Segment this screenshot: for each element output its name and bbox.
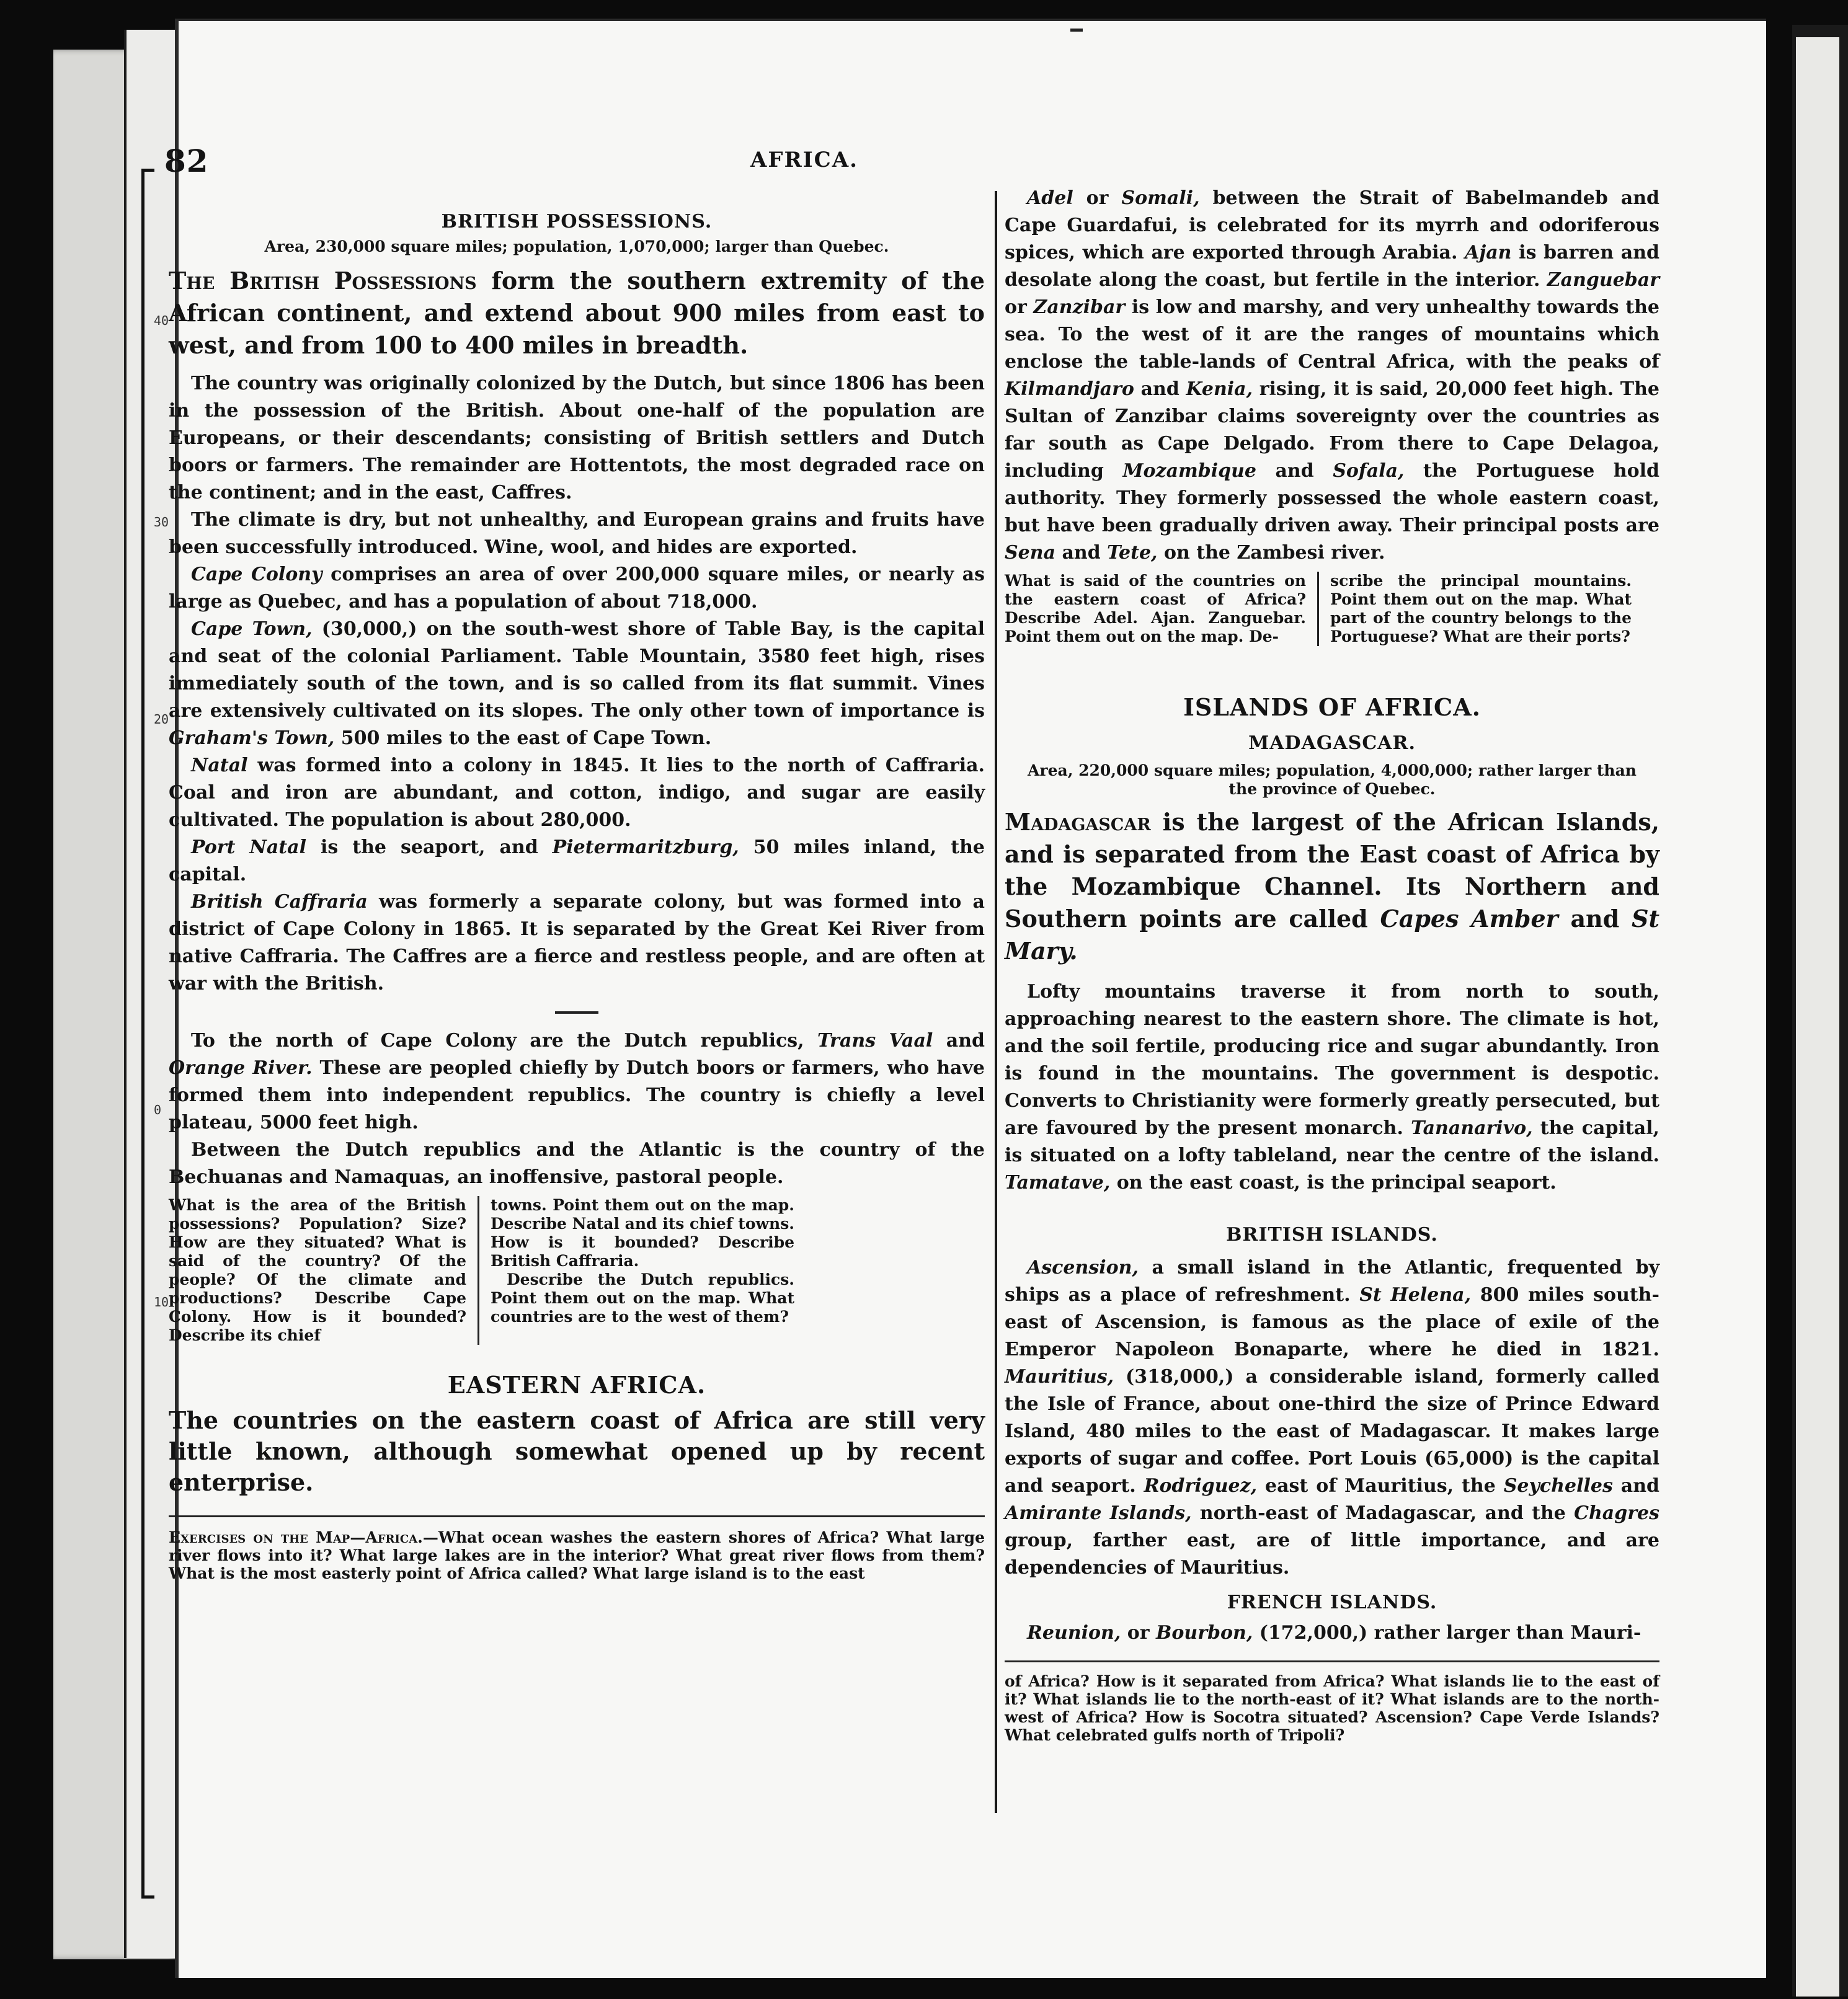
facing-page-edge: [1792, 25, 1848, 1997]
paragraph: Ascension, a small island in the Atlantic, frequented by ships as a place of refreshment. St Helena, 800 miles south-east of Ascension, is famous as the place of exile of the Emperor Napoleon Bonaparte, where he died in 1821. Mauritius, (318,000,) a considerable island, formerly called the Isle of France, about one-third the size of Prince Edward Island, 480 miles to the east of Madagascar. It makes large exports of sugar and coffee. Port Louis (65,000) is the capital and seaport. Rodriguez, east of Mauritius, the Seychelles and Amirante Islands, north-east of Madagascar, and the Chagres group, farther east, are of little importance, and are dependencies of Mauritius.: [1005, 1257, 1660, 1579]
column-divider: [995, 191, 997, 1813]
paragraph: The country was originally colonized by the Dutch, but since 1806 has been in the possession of the British. About one-half of the population are Europeans, or their descendants; consisting of British settlers and Dutch boors or farmers. The remainder are Hottentots, the most degraded race on the continent; and in the east, Caffres.: [169, 373, 985, 503]
paragraph: British Caffraria was formerly a separate colony, but was formed into a district of Cape Colony in 1865. It is separated by the Great Kei River from native Caffraria. The Caffres are a fierce and restless people, and are often at war with the British.: [169, 891, 985, 995]
paragraph: Adel or Somali, between the Strait of Babelmandeb and Cape Guardafui, is celebrated for its myrrh and odoriferous spices, which are exported through Arabia. Ajan is barren and desolate along the coast, but fertile in the interior. Zanguebar or Zanzibar is low and marshy, and very unhealthy towards the sea. To the west of it are the ranges of mountains which enclose the table-lands of Central Africa, with the peaks of Kilmandjaro and Kenia, rising, it is said, 20,000 feet high. The Sultan of Zanzibar claims sovereignty over the countries as far south as Cape Delgado. From there to Cape Delagoa, including Mozambique and Sofala, the Portuguese hold authority. They formerly possessed the whole eastern coast, but have been gradually driven away. Their principal posts are Sena and Tete, on the Zambesi river.: [1005, 187, 1660, 564]
section-break: [555, 1011, 598, 1014]
footnote-rule: [1005, 1660, 1659, 1662]
section-title: ISLANDS OF AFRICA.: [1183, 693, 1481, 721]
paragraph: The climate is dry, but not unhealthy, and European grains and fruits have been successfully introduced. Wine, wool, and hides are exported.: [169, 509, 985, 558]
right-column: [1005, 185, 1659, 1744]
margin-gauge-label: 0: [154, 1102, 162, 1117]
exercise-note: of Africa? How is it separated from Africa? What islands lie to the east of it? What islands lie to the north-east of it? What islands are to the north-west of Africa? How is Socotra situated? Ascension? Cape Verde Islands? What celebrated gulfs north of Tripoli?: [1005, 1672, 1659, 1744]
lead-paragraph: The British Possessions form the southern extremity of the African continent, and extend about 900 miles from east to west, and from 100 to 400 miles in breadth.: [169, 267, 985, 359]
lead-paragraph: The countries on the eastern coast of Africa are still very little known, although somewhat opened up by recent enterprise.: [169, 1406, 985, 1496]
paragraph: Natal was formed into a colony in 1845. It lies to the north of Caffraria. Coal and iron are abundant, and cotton, indigo, and sugar are easily cultivated. The population is about 280,000.: [169, 755, 985, 831]
paragraph: Cape Colony comprises an area of over 200,000 square miles, or nearly as large as Quebec, and has a population of about 718,000.: [169, 564, 985, 613]
subsection-title: FRENCH ISLANDS.: [1227, 1592, 1437, 1613]
page-number: 82: [164, 143, 209, 179]
footnote-rule: [169, 1515, 985, 1517]
margin-gauge-label: 40: [154, 313, 169, 328]
paragraph: Reunion, or Bourbon, (172,000,) rather larger than Mauri-: [1027, 1622, 1641, 1644]
margin-gauge-label: 20: [154, 712, 169, 727]
margin-gauge-bar: [141, 169, 154, 1899]
question-block: scribe the principal mountains. Point them out on the map. What part of the country belongs to the Portuguese? What are their ports?: [1330, 572, 1632, 645]
question-block: towns. Point them out on the map. Describe Natal and its chief towns. How is it bounded? Describe British Caffraria. Describe the Dutch republics. Point them out on the map. What countries are to the west of them?: [491, 1196, 794, 1326]
paragraph: Port Natal is the seaport, and Pietermaritzburg, 50 miles inland, the capital.: [169, 836, 985, 885]
margin-gauge-label: 30: [154, 515, 169, 530]
lead-paragraph: Madagascar is the largest of the African Islands, and is separated from the East coast of Africa by the Mozambique Channel. Its Northern and Southern points are called Capes Amber and St Mary.: [1005, 808, 1659, 965]
review-questions: [1005, 572, 1659, 646]
running-title: AFRICA.: [750, 148, 858, 172]
section-title: EASTERN AFRICA.: [447, 1371, 706, 1399]
paragraph: Between the Dutch republics and the Atlantic is the country of the Bechuanas and Namaquas, an inoffensive, pastoral people.: [169, 1139, 985, 1188]
subsection-title: BRITISH ISLANDS.: [1226, 1224, 1438, 1246]
question-block: What is said of the countries on the eastern coast of Africa? Describe Adel. Ajan. Zanguebar. Point them out on the map. De-: [1005, 572, 1319, 646]
exercise-note: Exercises on the Map—Africa.—What ocean washes the eastern shores of Africa? What large river flows into it? What large lakes are in the interior? What great river flows from them? What is the most easterly point of Africa called? What large island is to the east: [169, 1528, 985, 1582]
paragraph: To the north of Cape Colony are the Dutch republics, Trans Vaal and Orange River. These are peopled chiefly by Dutch boors or farmers, who have formed them into independent republics. The country is chiefly a level plateau, 5000 feet high.: [169, 1030, 985, 1133]
paragraph: Lofty mountains traverse it from north to south, approaching nearest to the eastern shore. The climate is hot, and the soil fertile, producing rice and sugar abundantly. Iron is found in the mountains. The government is despotic. Converts to Christianity were formerly greatly persecuted, but are favoured by the present monarch. Tananarivo, the capital, is situated on a lofty tableland, near the centre of the island. Tamatave, on the east coast, is the principal seaport.: [1005, 981, 1659, 1194]
margin-gauge-label: 10: [154, 1295, 169, 1310]
left-column: [169, 185, 985, 1582]
paragraph: Cape Town, (30,000,) on the south-west shore of Table Bay, is the capital and seat of the colonial Parliament. Table Mountain, 3580 feet high, rises immediately south of the town, and is so called from its flat summit. Vines are extensively cultivated on its slopes. The only other town of importance is Graham's Town, 500 miles to the east of Cape Town.: [169, 618, 985, 749]
lead-term: The British Possessions: [169, 267, 477, 295]
review-questions: [169, 1196, 985, 1345]
area-line: Area, 220,000 square miles; population, 4,000,000; rather larger than the province of Quebec.: [1028, 761, 1637, 798]
subsection-title: MADAGASCAR.: [1248, 732, 1416, 754]
question-block: What is the area of the British possessions? Population? Size? How are they situated? What is said of the country? Of the people? Of the climate and productions? Describe Cape Colony. How is it bounded? Describe its chief: [169, 1196, 479, 1345]
section-title: BRITISH POSSESSIONS.: [441, 211, 713, 233]
area-line: Area, 230,000 square miles; population, 1,070,000; larger than Quebec.: [264, 237, 889, 255]
top-mark: [1070, 29, 1083, 32]
